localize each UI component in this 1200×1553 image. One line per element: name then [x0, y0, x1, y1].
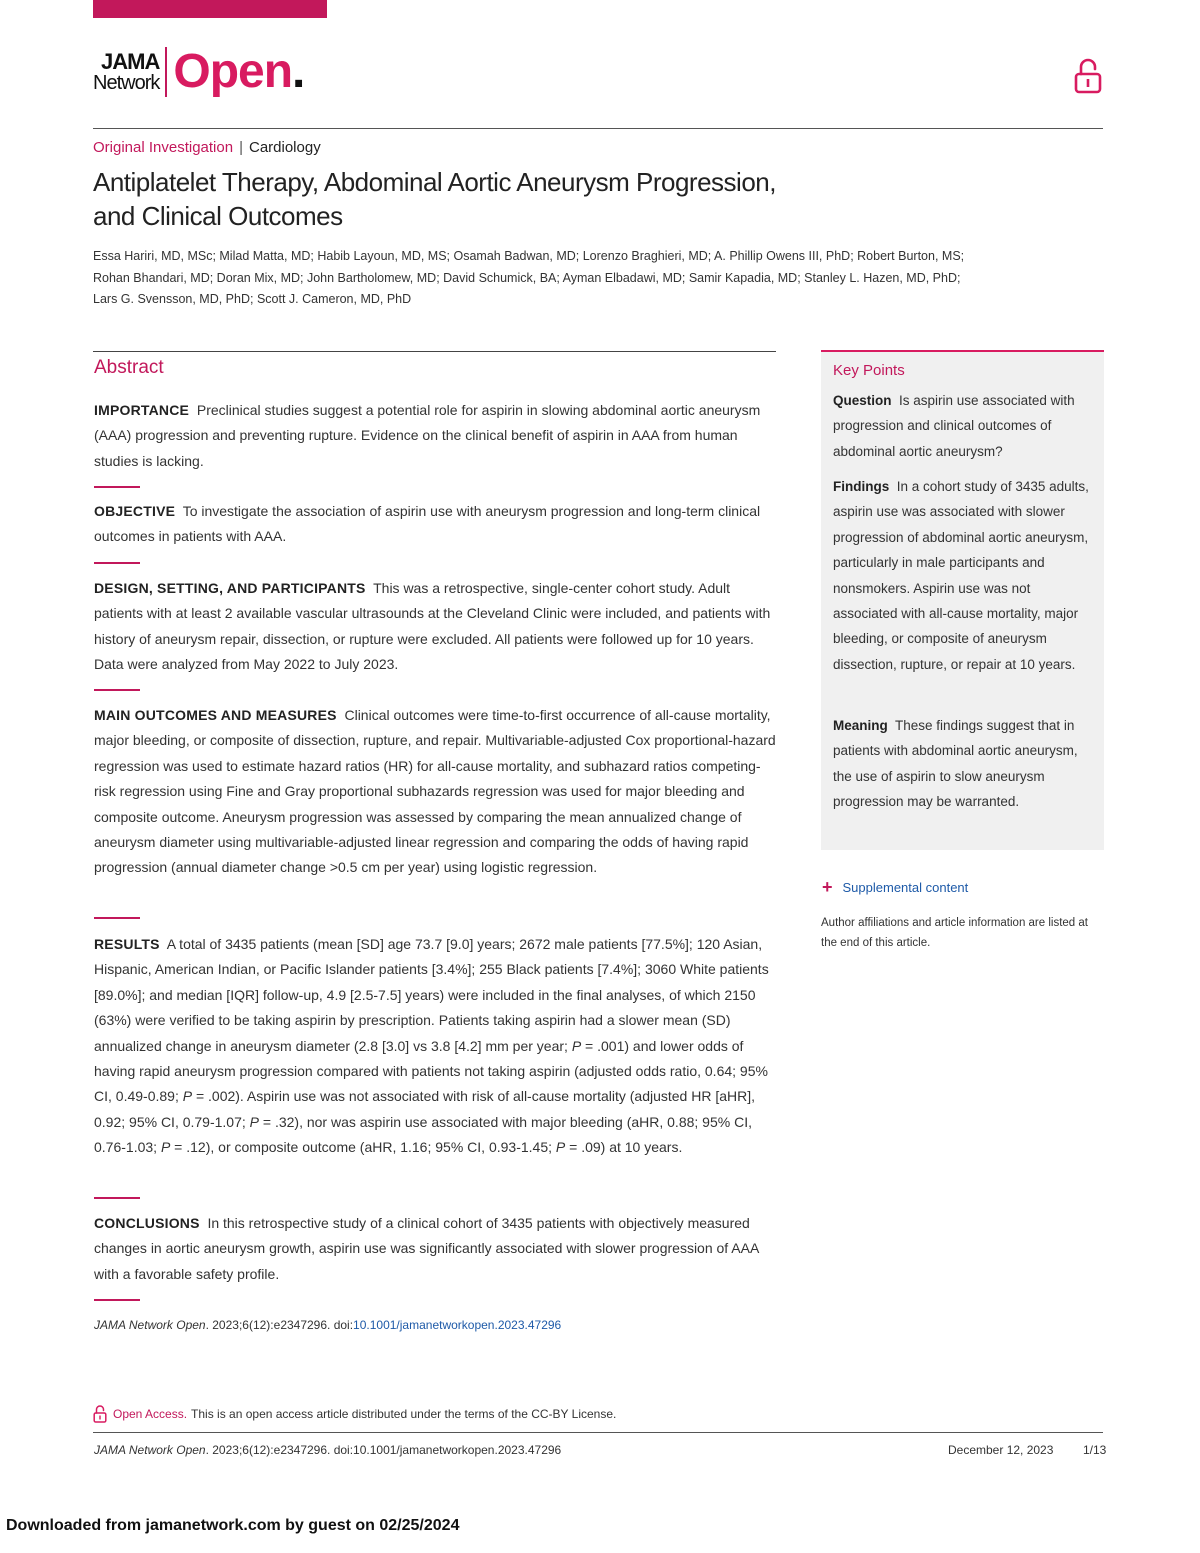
- results-text-5: = .12), or composite outcome (aHR, 1.16; 95% CI, 0.93-1.45;: [170, 1139, 552, 1156]
- open-access-text: This is an open access article distributed under the terms of the CC-BY License.: [191, 1407, 617, 1421]
- journal-logo[interactable]: [93, 44, 305, 100]
- author-list: [93, 246, 1053, 311]
- section-divider: [94, 917, 140, 919]
- results-text-2: = .001) and lower odds of having rapid aneurysm progression compared with patients not taking aspirin (adjusted odds ratio, 0.64; 95% CI, 0.49-0.89;: [94, 1037, 768, 1105]
- abstract-objective: [94, 499, 779, 550]
- section-divider: [94, 486, 140, 488]
- question-text: Is aspirin use associated with progression and clinical outcomes of abdominal aortic aneurysm?: [833, 393, 1075, 459]
- objective-label: OBJECTIVE: [94, 503, 176, 519]
- section-divider: [94, 1299, 140, 1301]
- open-padlock-icon: [93, 1405, 107, 1423]
- p-value-symbol: P: [182, 1088, 193, 1105]
- page-number: 1/13: [1083, 1443, 1107, 1457]
- abstract-conclusions: [94, 1211, 779, 1287]
- design-text: This was a retrospective, single-center cohort study. Adult patients with at least 2 available vascular ultrasounds at the Cleveland Clinic were included, and patients with history of aneurysm repair, dissection, or rupture were excluded. All patients were followed up for 10 years. Data were analyzed from May 2022 to July 2023.: [94, 580, 771, 673]
- article-subject: Cardiology: [248, 139, 321, 156]
- results-text-1: A total of 3435 patients (mean [SD] age 73.7 [9.0] years; 2672 male patients [77.5%]; 120 Asian, Hispanic, American Indian, or Pacific Islander patients [3.4%]; 255 Black patients [7.4%]; 3060 White patients [89.0%]; and median [IQR] follow-up, 4.9 [2.5-7.5] years) were included in the final analyses, of which 2150 (63%) were verified to be taking aspirin by prescription. Patients taking aspirin had a slower mean (SD) annualized change in aneurysm diameter (2.8 [3.0] vs 3.8 [4.2] mm per year;: [94, 936, 769, 1054]
- p-value-symbol: P: [571, 1037, 582, 1054]
- article-citation: [94, 1318, 561, 1332]
- authors-line-2: Rohan Bhandari, MD; Doran Mix, MD; John Bartholomew, MD; David Schumick, BA; Ayman Elbadawi, MD; Samir Kapadia, MD; Stanley L. Hazen, MD, PhD;: [93, 270, 961, 285]
- objective-text: To investigate the association of aspirin use with aneurysm progression and long-term clinical outcomes in patients with AAA.: [94, 503, 761, 545]
- footer-date: December 12, 2023: [948, 1443, 1054, 1457]
- top-accent-bar: [93, 0, 327, 18]
- article-title: [93, 165, 993, 233]
- title-line-2: and Clinical Outcomes: [93, 201, 343, 231]
- article-category: [93, 139, 321, 156]
- importance-text: Preclinical studies suggest a potential role for aspirin in slowing abdominal aortic aneurysm (AAA) progression and preventing rupture. Evidence on the clinical benefit of aspirin in AAA from human studies is lacking.: [94, 402, 761, 469]
- meaning-label: Meaning: [833, 718, 888, 733]
- key-points-findings: [833, 474, 1098, 677]
- article-type[interactable]: Original Investigation: [93, 139, 234, 156]
- authors-line-1: Essa Hariri, MD, MSc; Milad Matta, MD; Habib Layoun, MD, MS; Osamah Badwan, MD; Lorenzo Braghieri, MD; A. Phillip Owens III, PhD; Robert Burton, MS;: [93, 249, 965, 263]
- supplemental-content-link[interactable]: [822, 878, 968, 896]
- logo-dot: .: [292, 45, 306, 98]
- p-value-symbol: P: [555, 1139, 566, 1156]
- abstract-outcomes: [94, 703, 779, 881]
- findings-label: Findings: [833, 479, 890, 494]
- section-divider: [94, 562, 140, 564]
- authors-line-3: Lars G. Svensson, MD, PhD; Scott J. Cameron, MD, PhD: [93, 292, 412, 306]
- open-access-notice: [93, 1405, 616, 1423]
- footer-ref: . 2023;6(12):e2347296. doi:10.1001/jamanetworkopen.2023.47296: [205, 1443, 562, 1457]
- conclusions-label: CONCLUSIONS: [94, 1215, 200, 1231]
- results-text-3: = .002). Aspirin use was not associated with risk of all-cause mortality (adjusted HR [aHR], 0.92; 95% CI, 0.79-1.07;: [94, 1088, 756, 1130]
- title-line-1: Antiplatelet Therapy, Abdominal Aortic Aneurysm Progression,: [93, 167, 776, 197]
- supplemental-label: Supplemental content: [842, 879, 969, 895]
- p-value-symbol: P: [249, 1113, 259, 1130]
- findings-text: In a cohort study of 3435 adults, aspirin use was associated with slower progression of abdominal aortic aneurysm, particularly in male participants and nonsmokers. Aspirin use was not associated with all-cause mortality, major bleeding, or composite of aneurysm dissection, rupture, or repair at 10 years.: [833, 479, 1089, 672]
- abstract-heading: Abstract: [94, 357, 164, 378]
- design-label: DESIGN, SETTING, AND PARTICIPANTS: [94, 580, 366, 596]
- citation-ref: . 2023;6(12):e2347296. doi:: [205, 1318, 354, 1332]
- key-points-meaning: [833, 713, 1098, 815]
- open-access-label[interactable]: Open Access.: [113, 1407, 188, 1421]
- logo-jama: JAMA: [101, 49, 160, 74]
- p-value-symbol: P: [160, 1139, 171, 1156]
- abstract-design: [94, 576, 779, 678]
- footer-rule: [93, 1432, 1103, 1433]
- results-label: RESULTS: [94, 936, 160, 952]
- logo-jama-network: [93, 51, 159, 93]
- abstract-rule: [93, 351, 776, 352]
- results-text-6: = .09) at 10 years.: [565, 1139, 683, 1156]
- header-rule: [93, 128, 1103, 129]
- footer-citation: [94, 1443, 561, 1457]
- doi-link[interactable]: 10.1001/jamanetworkopen.2023.47296: [353, 1318, 562, 1332]
- outcomes-label: MAIN OUTCOMES AND MEASURES: [94, 707, 337, 723]
- key-points-question: [833, 388, 1098, 464]
- category-separator: |: [239, 139, 243, 156]
- affiliations-note: Author affiliations and article information are listed at the end of this article.: [821, 917, 1088, 949]
- results-text-4: = .32), nor was aspirin use associated with major bleeding (aHR, 0.88; 95% CI, 0.76-1.03;: [94, 1113, 752, 1156]
- footer-journal: JAMA Network Open: [94, 1443, 206, 1457]
- question-label: Question: [833, 393, 892, 408]
- download-watermark: Downloaded from jamanetwork.com by guest on 02/25/2024: [6, 1517, 460, 1534]
- logo-open: Open: [173, 45, 293, 98]
- key-points-box: [821, 350, 1104, 850]
- abstract-results: [94, 932, 779, 1161]
- citation-journal: JAMA Network Open: [94, 1318, 206, 1332]
- section-divider: [94, 1197, 140, 1199]
- meaning-text: These findings suggest that in patients with abdominal aortic aneurysm, the use of aspirin to slow aneurysm progression may be warranted.: [833, 718, 1078, 810]
- key-points-heading: Key Points: [833, 362, 905, 379]
- section-divider: [94, 689, 140, 691]
- plus-icon: +: [822, 877, 833, 897]
- conclusions-text: In this retrospective study of a clinical cohort of 3435 patients with objectively measured changes in aortic aneurysm growth, aspirin use was significantly associated with slower progression of AAA with a favorable safety profile.: [94, 1215, 759, 1282]
- logo-separator: [165, 47, 167, 97]
- open-padlock-icon: [1073, 58, 1103, 94]
- outcomes-text: Clinical outcomes were time-to-first occurrence of all-cause mortality, major bleeding, or composite of dissection, rupture, and repair. Multivariable-adjusted Cox proportional-hazard regression was used to estimate hazard ratios (HR) for all-cause mortality, and subhazard ratios competing-risk regression using Fine and Gray proportional subhazards regression was used for major bleeding and composite outcome. Aneurysm progression was assessed by comparing the mean annualized change of aneurysm diameter using multivariable-adjusted linear regression and comparing the odds of having rapid progression (annual diameter change >0.5 cm per year) using logistic regression.: [94, 707, 776, 876]
- abstract-importance: [94, 398, 779, 474]
- logo-network: Network: [93, 72, 160, 94]
- importance-label: IMPORTANCE: [94, 402, 190, 418]
